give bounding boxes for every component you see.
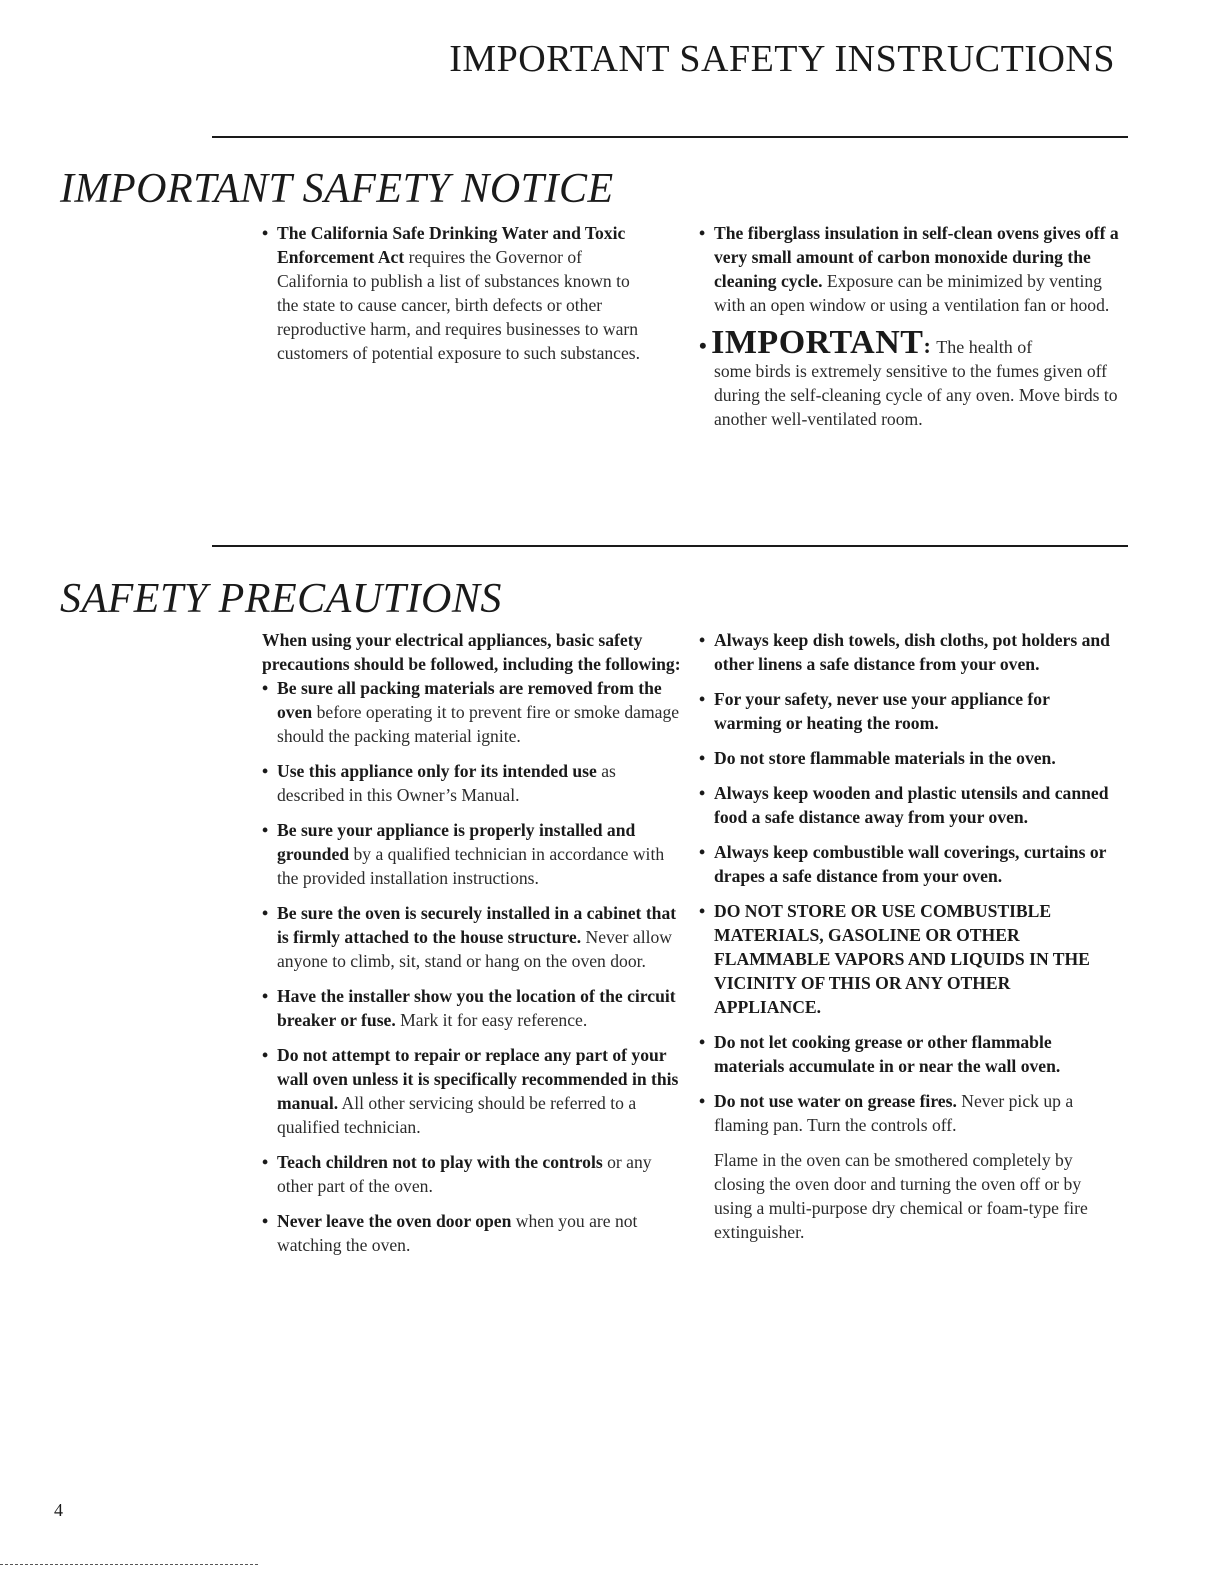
list-item bbox=[699, 687, 1119, 735]
list-item bbox=[699, 628, 1119, 676]
page-number: 4 bbox=[54, 1500, 63, 1520]
item-text: All other servicing should be referred to a qualified technician. bbox=[277, 1093, 637, 1137]
bottom-edge-mark bbox=[0, 1564, 258, 1565]
notice-left-column bbox=[262, 221, 642, 376]
list-item bbox=[262, 1043, 682, 1139]
item-text: before operating it to prevent fire or smoke damage should the packing material ignite. bbox=[277, 702, 680, 746]
item-text: when you are not watching the oven. bbox=[277, 1211, 638, 1255]
item-text: Mark it for easy reference. bbox=[395, 1010, 588, 1030]
bullet-icon: • bbox=[262, 223, 269, 243]
bullet-icon: • bbox=[699, 333, 707, 358]
important-callout: • IMPORTANT: The health of bbox=[699, 324, 1033, 361]
bullet-icon: • bbox=[699, 1091, 706, 1111]
item-bold-text: Always keep dish towels, dish cloths, pot holders and other linens a safe distance from your oven. bbox=[714, 630, 1110, 674]
item-text: or any other part of the oven. bbox=[277, 1152, 652, 1196]
notice-right-column bbox=[699, 221, 1119, 431]
list-item bbox=[699, 840, 1119, 888]
bullet-icon: • bbox=[262, 986, 269, 1006]
bullet-icon: • bbox=[262, 1152, 269, 1172]
list-item bbox=[262, 221, 642, 365]
list-item bbox=[262, 759, 682, 807]
bullet-icon: • bbox=[699, 901, 706, 921]
item-text: by a qualified technician in accordance with the provided installation instructions. bbox=[277, 844, 665, 888]
bullet-icon: • bbox=[699, 842, 706, 862]
item-bold-text: DO NOT STORE OR USE COMBUSTIBLE MATERIALS, GASOLINE OR OTHER FLAMMABLE VAPORS AND LIQUIDS IN THE VICINITY OF THIS OR ANY OTHER APPLIANCE. bbox=[714, 901, 1090, 1017]
item-bold-text: Be sure all packing materials are removed from the oven bbox=[277, 678, 662, 722]
item-bold-text: Be sure your appliance is properly installed and grounded bbox=[277, 820, 636, 864]
bullet-icon: • bbox=[262, 1211, 269, 1231]
item-bold-text: The fiberglass insulation in self-clean ovens gives off a very small amount of carbon monoxide during the cleaning cycle. bbox=[714, 223, 1119, 291]
bullet-icon: • bbox=[699, 783, 706, 803]
middle-divider bbox=[212, 545, 1128, 547]
item-text: Never pick up a flaming pan. Turn the controls off. bbox=[714, 1091, 1074, 1135]
precautions-heading: SAFETY PRECAUTIONS bbox=[60, 576, 502, 622]
item-bold-text: Do not attempt to repair or replace any part of your wall oven unless it is specifically recommended in this manual. bbox=[277, 1045, 679, 1113]
precautions-right-list bbox=[699, 628, 1119, 1137]
list-item bbox=[699, 221, 1119, 317]
important-lead: The health of bbox=[936, 337, 1033, 357]
bullet-icon: • bbox=[262, 1045, 269, 1065]
item-bold-text: Use this appliance only for its intended use bbox=[277, 761, 597, 781]
list-item bbox=[262, 984, 682, 1032]
bullet-icon: • bbox=[262, 678, 269, 698]
list-item bbox=[262, 1150, 682, 1198]
item-bold-text: Always keep wooden and plastic utensils and canned food a safe distance away from your oven. bbox=[714, 783, 1109, 827]
list-item bbox=[262, 901, 682, 973]
fire-note: Flame in the oven can be smothered completely by closing the oven door and turning the oven off or by using a multi-purpose dry chemical or foam-type fire extinguisher. bbox=[714, 1150, 1088, 1242]
list-item bbox=[699, 746, 1119, 770]
item-bold-text: Never leave the oven door open bbox=[277, 1211, 512, 1231]
bullet-icon: • bbox=[699, 689, 706, 709]
item-text: requires the Governor of California to publish a list of substances known to the state to cause cancer, birth defects or other reproductive harm, and requires businesses to warn customers of potential exposure to such substances. bbox=[277, 247, 641, 363]
item-bold-text: Do not let cooking grease or other flammable materials accumulate in or near the wall oven. bbox=[714, 1032, 1061, 1076]
important-text: some birds is extremely sensitive to the fumes given off during the self-cleaning cycle of any oven. Move birds to another well-ventilated room. bbox=[714, 361, 1118, 429]
item-bold-text: The California Safe Drinking Water and Toxic Enforcement Act bbox=[277, 223, 626, 267]
list-item bbox=[262, 1209, 682, 1257]
list-item bbox=[699, 781, 1119, 829]
bullet-icon: • bbox=[699, 1032, 706, 1052]
list-item bbox=[699, 1089, 1119, 1137]
bullet-icon: • bbox=[262, 820, 269, 840]
bullet-icon: • bbox=[262, 761, 269, 781]
list-item bbox=[699, 899, 1119, 1019]
precautions-right-column bbox=[699, 628, 1119, 1244]
item-text: Never allow anyone to climb, sit, stand or hang on the oven door. bbox=[277, 927, 672, 971]
item-text: as described in this Owner’s Manual. bbox=[277, 761, 616, 805]
page-title: IMPORTANT SAFETY INSTRUCTIONS bbox=[449, 38, 1115, 80]
precautions-left-column bbox=[262, 628, 682, 1268]
notice-heading: IMPORTANT SAFETY NOTICE bbox=[60, 166, 614, 212]
list-item bbox=[262, 818, 682, 890]
list-item bbox=[262, 676, 682, 748]
bullet-icon: • bbox=[262, 903, 269, 923]
precautions-left-list bbox=[262, 676, 682, 1257]
item-bold-text: For your safety, never use your appliance for warming or heating the room. bbox=[714, 689, 1050, 733]
item-bold-text: Always keep combustible wall coverings, curtains or drapes a safe distance from your oven. bbox=[714, 842, 1107, 886]
item-text: Exposure can be minimized by venting with an open window or using a ventilation fan or hood. bbox=[714, 271, 1110, 315]
precautions-intro: When using your electrical appliances, basic safety precautions should be followed, including the following: bbox=[262, 630, 681, 674]
list-item bbox=[699, 1030, 1119, 1078]
bullet-icon: • bbox=[699, 223, 706, 243]
bullet-icon: • bbox=[699, 630, 706, 650]
item-bold-text: Do not use water on grease fires. bbox=[714, 1091, 957, 1111]
item-bold-text: Do not store flammable materials in the oven. bbox=[714, 748, 1056, 768]
item-bold-text: Have the installer show you the location of the circuit breaker or fuse. bbox=[277, 986, 676, 1030]
item-bold-text: Be sure the oven is securely installed in a cabinet that is firmly attached to the house structure. bbox=[277, 903, 677, 947]
item-bold-text: Teach children not to play with the controls bbox=[277, 1152, 603, 1172]
bullet-icon: • bbox=[699, 748, 706, 768]
top-divider bbox=[212, 136, 1128, 138]
important-label: IMPORTANT bbox=[711, 324, 924, 361]
